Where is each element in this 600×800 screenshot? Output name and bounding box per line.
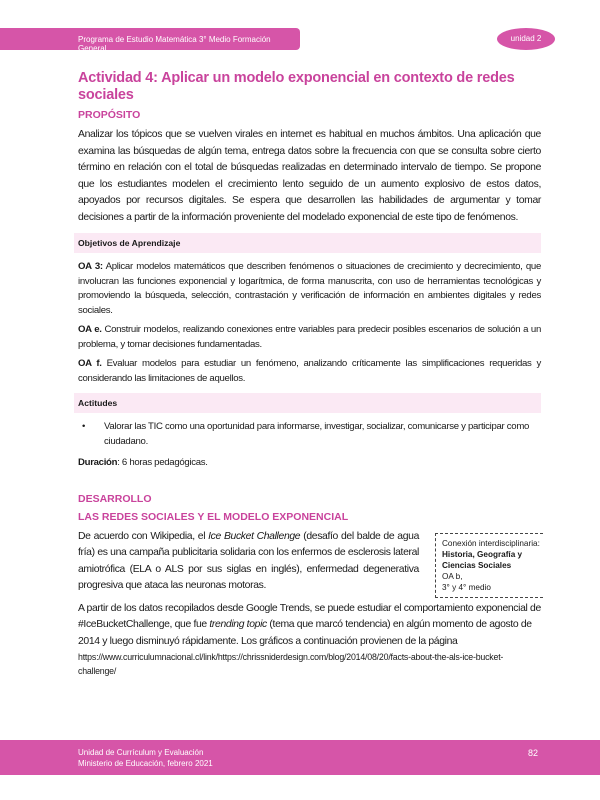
attitudes-heading: Actitudes: [74, 393, 541, 413]
interdisciplinary-box: Conexión interdisciplinaria: Historia, Geografía y Ciencias Sociales OA b, 3° y 4° medio: [435, 533, 543, 598]
page-number: 82: [527, 748, 538, 758]
objectives-heading: Objetivos de Aprendizaje: [74, 233, 541, 253]
objective-oa3: OA 3: Aplicar modelos matemáticos que describen fenómenos o situaciones de crecimiento y decrecimiento, que involucran las funciones exponencial y logarítmica, de forma manuscrita, con uso de herramientas tecnológicas y promoviendo la búsqueda, selección, contrastación y verificación de información en ambientes digitales y redes sociales.: [78, 261, 541, 316]
duration: Duración: 6 horas pedagógicas.: [78, 457, 208, 468]
page-content: [78, 70, 541, 678]
objective-oaf: OA f. Evaluar modelos para estudiar un fenómeno, analizando críticamente las simplificaciones requeridas y considerando las limitaciones de aquellos.: [78, 358, 541, 384]
development-paragraph-1: De acuerdo con Wikipedia, el Ice Bucket Challenge (desafío del balde de agua fría) es una campaña publicitaria solidaria con los enfermos de esclerosis lateral amiotrófica (ELA o ALS por sus siglas en inglés), enfermedad degenerativa progresiva que ataca las neuronas motoras.: [78, 530, 419, 591]
attitude-item: • Valorar las TIC como una oportunidad para informarse, investigar, socializar, comunicarse y participar como ciudadano.: [78, 420, 541, 449]
purpose-heading: PROPÓSITO: [78, 109, 141, 121]
footer-bar: Unidad de Currículum y Evaluación Ministerio de Educación, febrero 2021 82: [0, 740, 600, 775]
source-link[interactable]: https://www.curriculumnacional.cl/link/https://chrissniderdesign.com/blog/2014/08/20/facts-about-the-als-ice-bucket-challenge/: [78, 652, 504, 676]
development-heading: DESARROLLO: [78, 492, 152, 505]
objective-oae: OA e. Construir modelos, realizando conexiones entre variables para predecir posibles escenarios de solución a un problema, y tomar decisiones fundamentadas.: [78, 324, 542, 350]
unit-badge: unidad 2: [497, 28, 555, 50]
header-bar: [0, 28, 300, 53]
purpose-text: Analizar los tópicos que se vuelven virales en internet es habitual en muchos ámbitos. Una aplicación que examina las búsquedas de algún tema, entrega datos sobre la frecuencia con que se consulta sobre cierto término en relación con el total de búsquedas realizadas en determinado intervalo de tiempo. Se propone que los estudiantes modelen el crecimiento lento seguido de un aumento explosivo de estos datos, apoyados por recursos digitales. Se espera que desarrollen las habilidades de argumentar y tomar decisiones a partir de la información proveniente del modelado exponencial de este tipo de fenómenos.: [78, 129, 541, 223]
activity-title: Actividad 4: Aplicar un modelo exponencial en contexto de redes sociales: [78, 70, 515, 103]
development-subheading: LAS REDES SOCIALES Y EL MODELO EXPONENCIAL: [78, 510, 349, 523]
program-title: Programa de Estudio Matemática 3° Medio Formación General: [78, 35, 271, 53]
development-paragraph-2: A partir de los datos recopilados desde Google Trends, se puede estudiar el comportamiento exponencial de #IceBucketChallenge, que fue trending topic (tema que marcó tendencia) en algún momento de agosto de 2014 y luego disminuyó rápidamente. Los gráficos a continuación provienen de la página: [78, 602, 541, 647]
